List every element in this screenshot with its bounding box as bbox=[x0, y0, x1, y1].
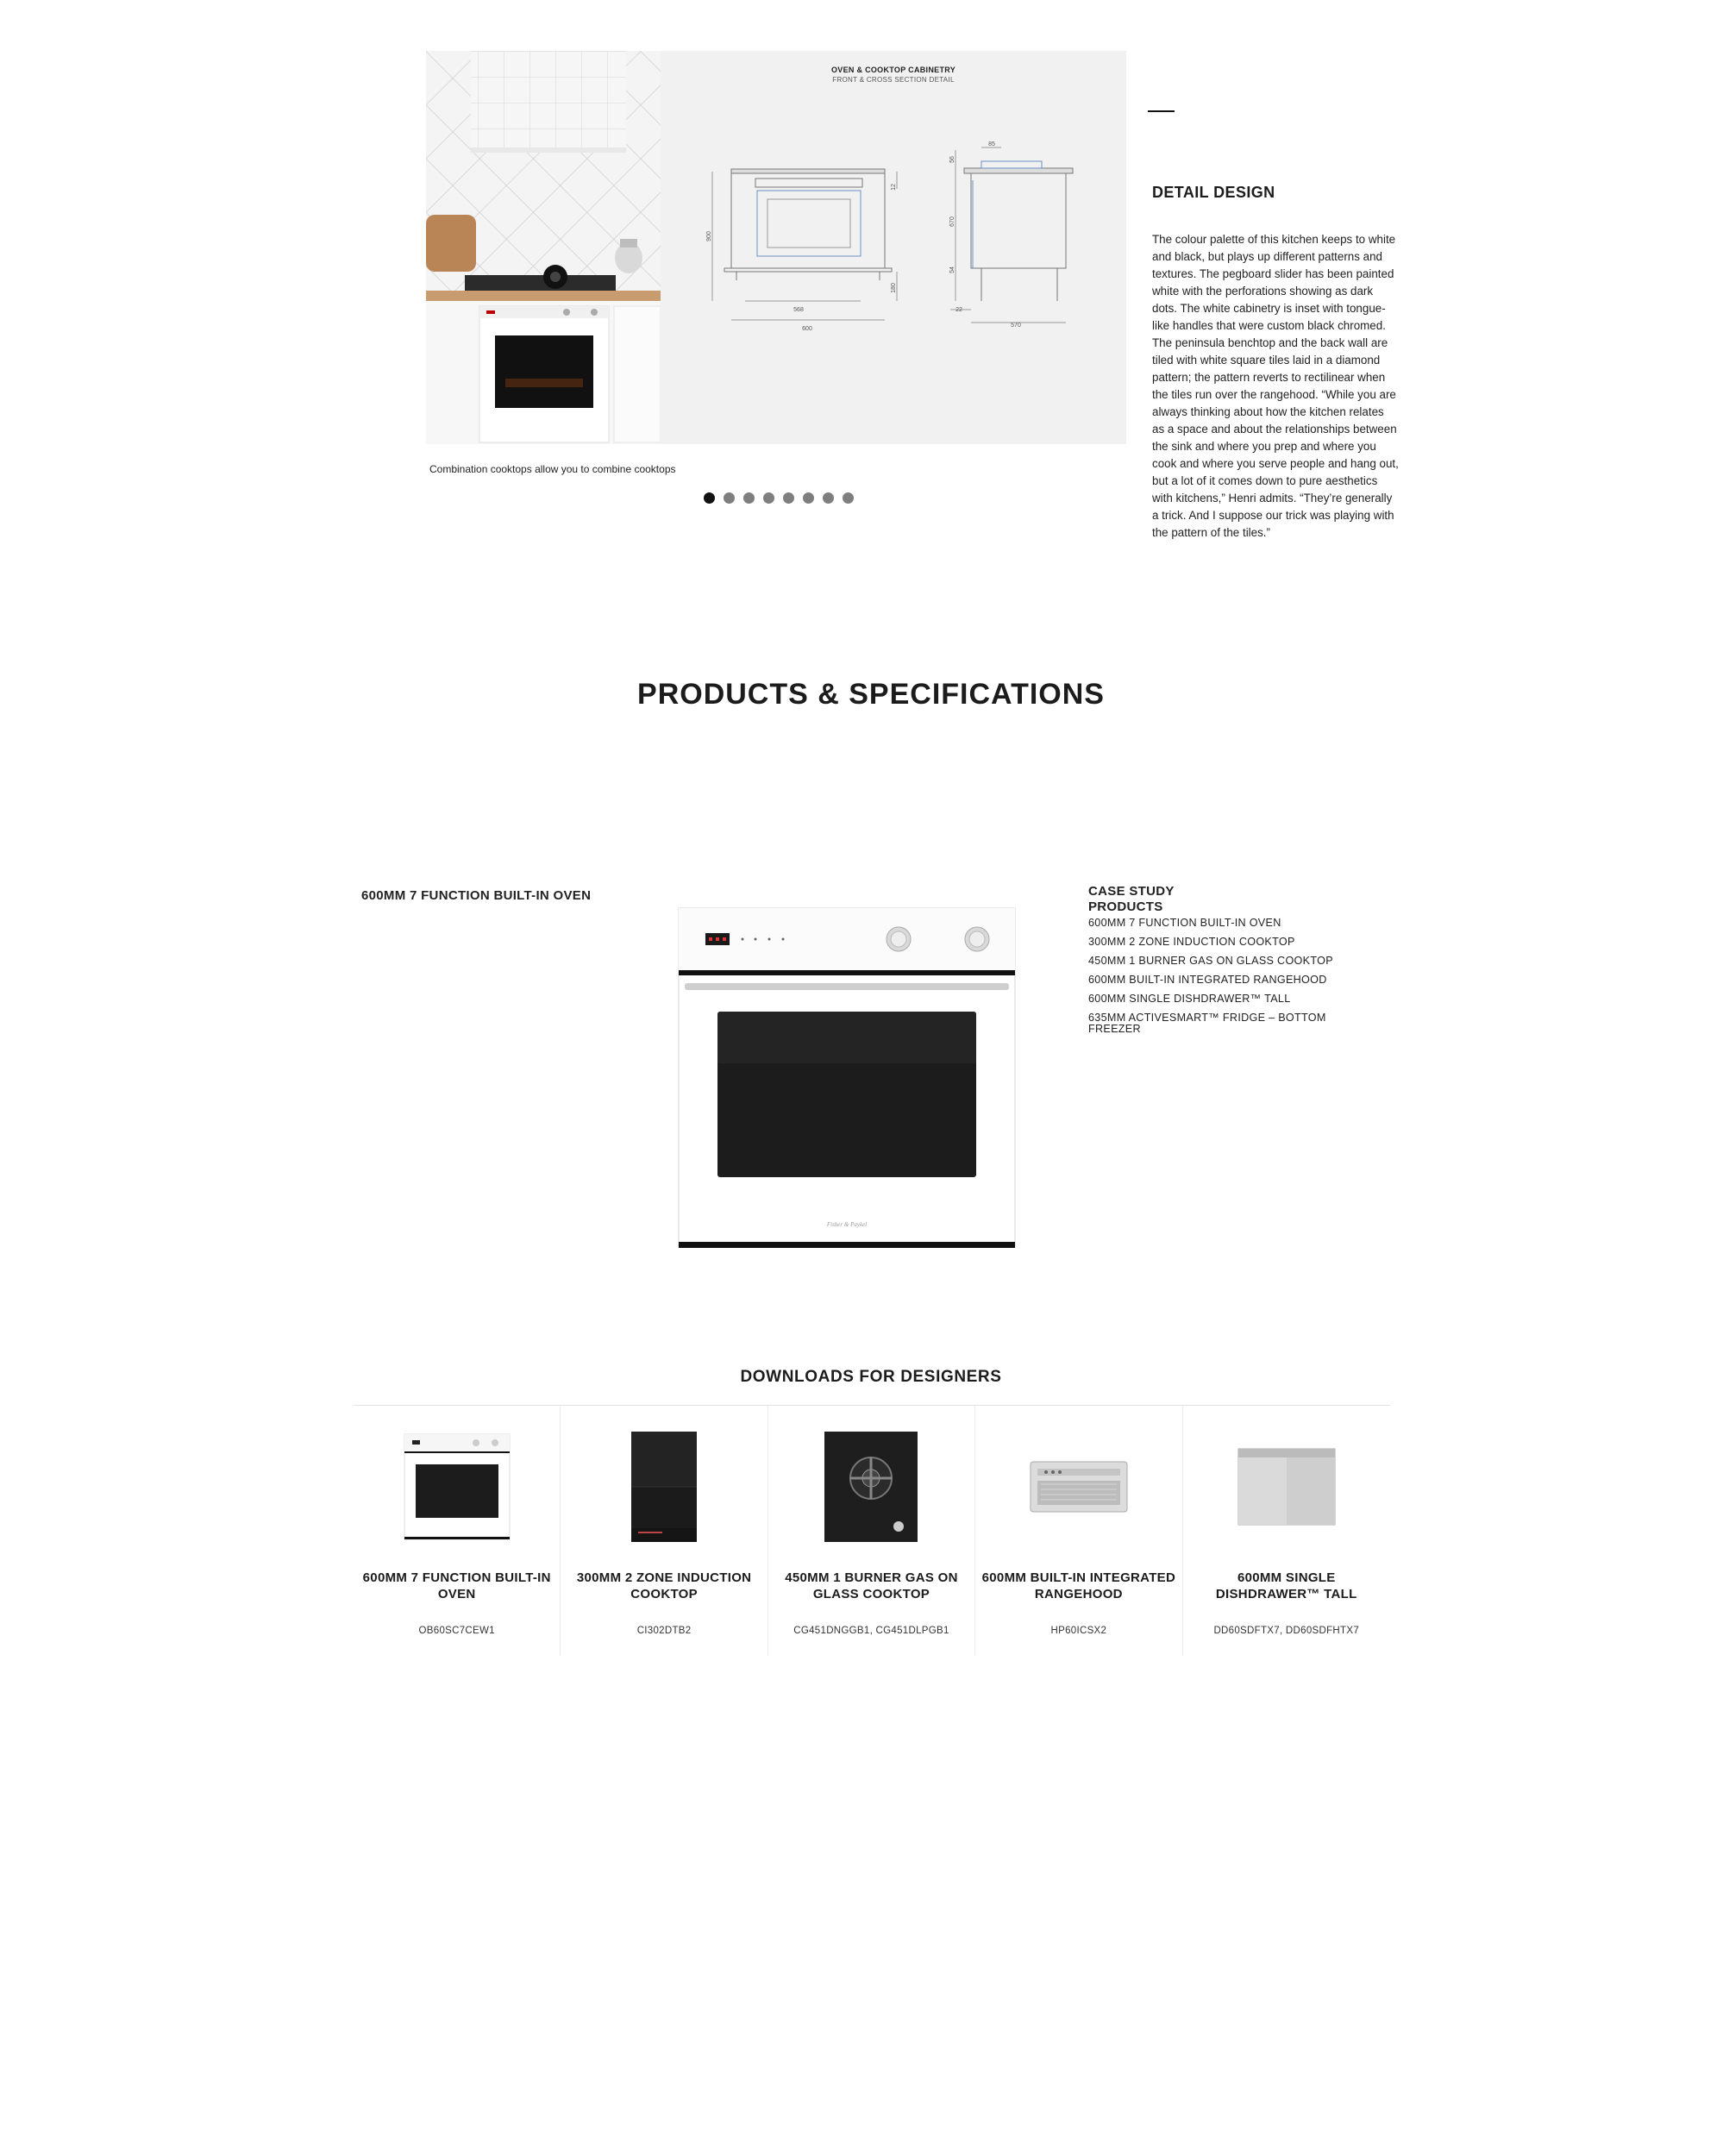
download-product-name[interactable]: 600MM SINGLE DISHDRAWER™ TALL bbox=[1215, 1570, 1357, 1601]
download-card[interactable] bbox=[354, 1406, 561, 1656]
featured-product-name: 600MM 7 FUNCTION BUILT-IN OVEN bbox=[361, 888, 592, 903]
oven-icon bbox=[354, 1426, 560, 1547]
slider-dot-7[interactable] bbox=[823, 492, 834, 504]
case-study-products-list bbox=[1088, 918, 1364, 1043]
dim-side-height: 670 bbox=[949, 216, 955, 227]
slider-dot-8[interactable] bbox=[843, 492, 854, 504]
dim-front-inner: 568 bbox=[793, 307, 804, 313]
download-product-name[interactable]: 600MM 7 FUNCTION BUILT-IN OVEN bbox=[362, 1570, 551, 1601]
download-product-code: OB60SC7CEW1 bbox=[418, 1626, 495, 1636]
induction-cooktop-icon bbox=[561, 1426, 767, 1547]
drawing-title: OVEN & COOKTOP CABINETRY bbox=[830, 66, 956, 74]
download-product-code: DD60SDFTX7, DD60SDFHTX7 bbox=[1213, 1626, 1360, 1636]
slider-dot-5[interactable] bbox=[783, 492, 794, 504]
kitchen-photo bbox=[426, 51, 661, 444]
gas-cooktop-icon bbox=[768, 1426, 974, 1547]
case-study-item[interactable]: 600MM SINGLE DISHDRAWER™ TALL bbox=[1088, 993, 1291, 1005]
download-card[interactable] bbox=[1183, 1406, 1390, 1656]
dim-side-offset: 22 bbox=[955, 307, 962, 313]
download-product-name[interactable]: 600MM BUILT-IN INTEGRATED RANGEHOOD bbox=[981, 1570, 1176, 1601]
downloads-grid bbox=[354, 1406, 1390, 1656]
download-card[interactable] bbox=[768, 1406, 975, 1656]
case-study-item[interactable]: 635MM ACTIVESMART™ FRIDGE – BOTTOM FREEZER bbox=[1088, 1012, 1326, 1035]
download-product-code: CG451DNGGB1, CG451DLPGB1 bbox=[793, 1626, 949, 1636]
case-study-title: CASE STUDY PRODUCTS bbox=[1088, 884, 1175, 914]
download-product-name[interactable]: 450MM 1 BURNER GAS ON GLASS COOKTOP bbox=[785, 1570, 958, 1601]
slider-dot-6[interactable] bbox=[803, 492, 814, 504]
section-dash bbox=[1148, 110, 1175, 112]
detail-design-title: DETAIL DESIGN bbox=[1152, 184, 1275, 201]
slider-dot-1[interactable] bbox=[704, 492, 715, 504]
hero-slide[interactable] bbox=[426, 51, 1126, 444]
case-study-item[interactable]: 300MM 2 ZONE INDUCTION COOKTOP bbox=[1088, 936, 1295, 948]
download-product-name[interactable]: 300MM 2 ZONE INDUCTION COOKTOP bbox=[576, 1570, 752, 1601]
cabinetry-drawing bbox=[661, 51, 1126, 444]
download-product-code: CI302DTB2 bbox=[636, 1626, 692, 1636]
dim-side-depth: 570 bbox=[1011, 323, 1021, 329]
slider-dot-2[interactable] bbox=[724, 492, 735, 504]
dim-side-top: 85 bbox=[988, 141, 995, 147]
case-study-item[interactable]: 600MM BUILT-IN INTEGRATED RANGEHOOD bbox=[1088, 974, 1327, 986]
dim-side-base: 54 bbox=[949, 266, 955, 273]
detail-design-body: The colour palette of this kitchen keeps to white and black, but plays up different patterns and textures. The pegboard slider has been painted white with the perforations showing as dark dots. The white cabinetry is inset with tongue-like handles that were custom black chromed. The peninsula benchtop and the back wall are tiled with white square tiles laid in a diamond pattern; the pattern reverts to rectilinear when the tiles run over the rangehood. “While you are always thinking about how the kitchen relates as a space and about the relationships between the sink and where you prep and where you cook and where you serve people and hang out, but a lot of it comes down to pure aesthetics with kitchens,” Henri admits. “They’re generally a trick. And I suppose our trick was playing with the pattern of the tiles.” bbox=[1152, 233, 1399, 539]
download-product-code: HP60ICSX2 bbox=[1050, 1626, 1107, 1636]
dim-front-right-a: 12 bbox=[891, 184, 897, 191]
slide-caption: Combination cooktops allow you to combine cooktops bbox=[429, 463, 676, 475]
download-card[interactable] bbox=[975, 1406, 1182, 1656]
dim-side-small: 56 bbox=[949, 156, 955, 163]
drawing-subtitle: FRONT & CROSS SECTION DETAIL bbox=[832, 76, 955, 84]
dim-front-right-b: 180 bbox=[891, 283, 897, 293]
featured-oven-image bbox=[678, 907, 1016, 1249]
dishdrawer-icon bbox=[1183, 1426, 1390, 1547]
download-card[interactable] bbox=[561, 1406, 768, 1656]
dim-front-outer: 600 bbox=[802, 326, 812, 332]
rangehood-icon bbox=[975, 1426, 1181, 1547]
dim-front-height: 900 bbox=[706, 231, 712, 241]
case-study-item[interactable]: 450MM 1 BURNER GAS ON GLASS COOKTOP bbox=[1088, 955, 1333, 967]
oven-brand: Fisher & Paykel bbox=[826, 1221, 868, 1228]
slider-dot-4[interactable] bbox=[763, 492, 774, 504]
slider-pagination bbox=[704, 492, 854, 504]
products-specifications-heading: PRODUCTS & SPECIFICATIONS bbox=[637, 678, 1105, 711]
downloads-heading: DOWNLOADS FOR DESIGNERS bbox=[740, 1368, 1002, 1386]
case-study-item[interactable]: 600MM 7 FUNCTION BUILT-IN OVEN bbox=[1088, 917, 1281, 929]
slider-dot-3[interactable] bbox=[743, 492, 755, 504]
